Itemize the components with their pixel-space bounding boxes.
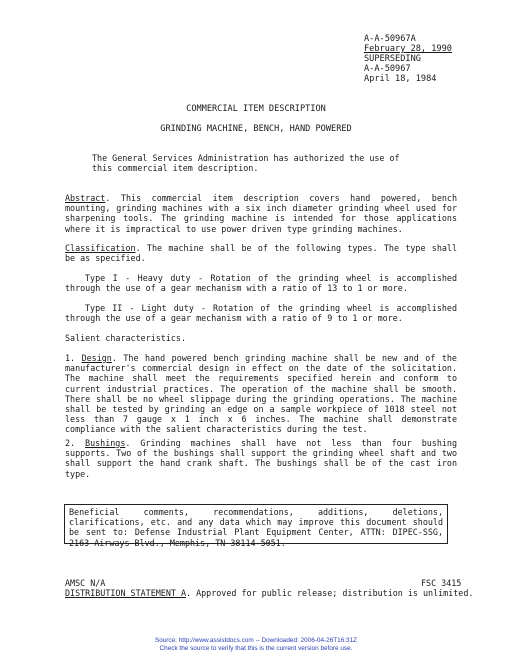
authorization-paragraph: The General Services Administration has authorized the use of this commercial item description. <box>92 153 400 174</box>
salient-heading: Salient characteristics. <box>65 333 187 343</box>
superseded-date: April 18, 1984 <box>364 74 437 84</box>
superseded-number: A-A-50967 <box>364 64 411 74</box>
bushings-paragraph <box>65 438 457 479</box>
abstract-label: Abstract <box>65 193 106 203</box>
doc-date: February 28, 1990 <box>364 44 452 54</box>
amsc-code: AMSC N/A <box>65 578 106 588</box>
design-number: 1. <box>65 353 82 363</box>
abstract-paragraph <box>65 193 457 234</box>
superseding-label: SUPERSEDING <box>364 54 421 64</box>
type-1-paragraph: Type I - Heavy duty - Rotation of the grinding wheel is accomplished through the use of a gear mechanism with a ratio of 13 to 1 or more. <box>65 273 457 294</box>
source-line-2: Check the source to verify that this is the current version before use. <box>159 644 353 652</box>
footer-left <box>65 578 473 598</box>
title-line-2: GRINDING MACHINE, BENCH, HAND POWERED <box>160 124 352 134</box>
bushings-text: . Grinding machines shall have not less than four bushing supports. Two of the bushings shall support the grinding wheel shaft and two shall support the hand crank shaft. The bushings shall be of the cast iron type. <box>65 438 457 479</box>
classification-text: . The machine shall be of the following types. The type shall be as specified. <box>65 243 457 264</box>
abstract-text: . This commercial item description covers hand powered, bench mounting, grinding machines with a six inch diameter grinding wheel used for sharpening tools. The grinding machine is intended for those applications where it is impractical to use power driven type grinding machines. <box>65 193 457 234</box>
distribution-statement <box>65 588 473 598</box>
bushings-number: 2. <box>65 438 86 448</box>
fsc-code: FSC 3415 <box>421 578 462 588</box>
design-paragraph <box>65 353 457 435</box>
doc-number: A-A-50967A <box>364 34 416 44</box>
distribution-text: . Approved for public release; distribution is unlimited. <box>186 588 474 598</box>
document-header <box>364 34 452 84</box>
design-label: Design <box>81 353 112 363</box>
classification-paragraph <box>65 243 457 263</box>
source-line-1: Source: http://www.assistdocs.com -- Downloaded: 2006-04-26T16:31Z <box>154 637 358 644</box>
comments-box: Beneficial comments, recommendations, additions, deletions, clarifications, etc. and any data which may improve this document should be sent to: Defense Industrial Plant Equipment Center, ATTN: DIPEC-SSG, 2163 Airways Blvd., Memphis, TN 38114-5051. <box>64 504 448 544</box>
title-line-1: COMMERCIAL ITEM DESCRIPTION <box>186 104 326 114</box>
bushings-label: Bushings <box>85 438 126 448</box>
source-note <box>0 637 512 652</box>
design-text: . The hand powered bench grinding machine shall be new and of the manufacturer's commercial design in effect on the date of the solicitation. The machine shall meet the requirements specified herein and conform to current industrial practices. The operation of the machine shall be smooth. There shall be no wheel slippage during the grinding operations. The machine shall be tested by grinding an edge on a sample workpiece of 1018 steel not less than 7 gauge x 1 inch x 6 inches. The machine shall demonstrate compliance with the salient characteristics during the test. <box>65 353 457 435</box>
classification-label: Classification <box>65 243 136 253</box>
distribution-label: DISTRIBUTION STATEMENT A <box>65 588 187 598</box>
type-2-paragraph: Type II - Light duty - Rotation of the grinding wheel is accomplished through the use of a gear mechanism with a ratio of 9 to 1 or more. <box>65 303 457 324</box>
